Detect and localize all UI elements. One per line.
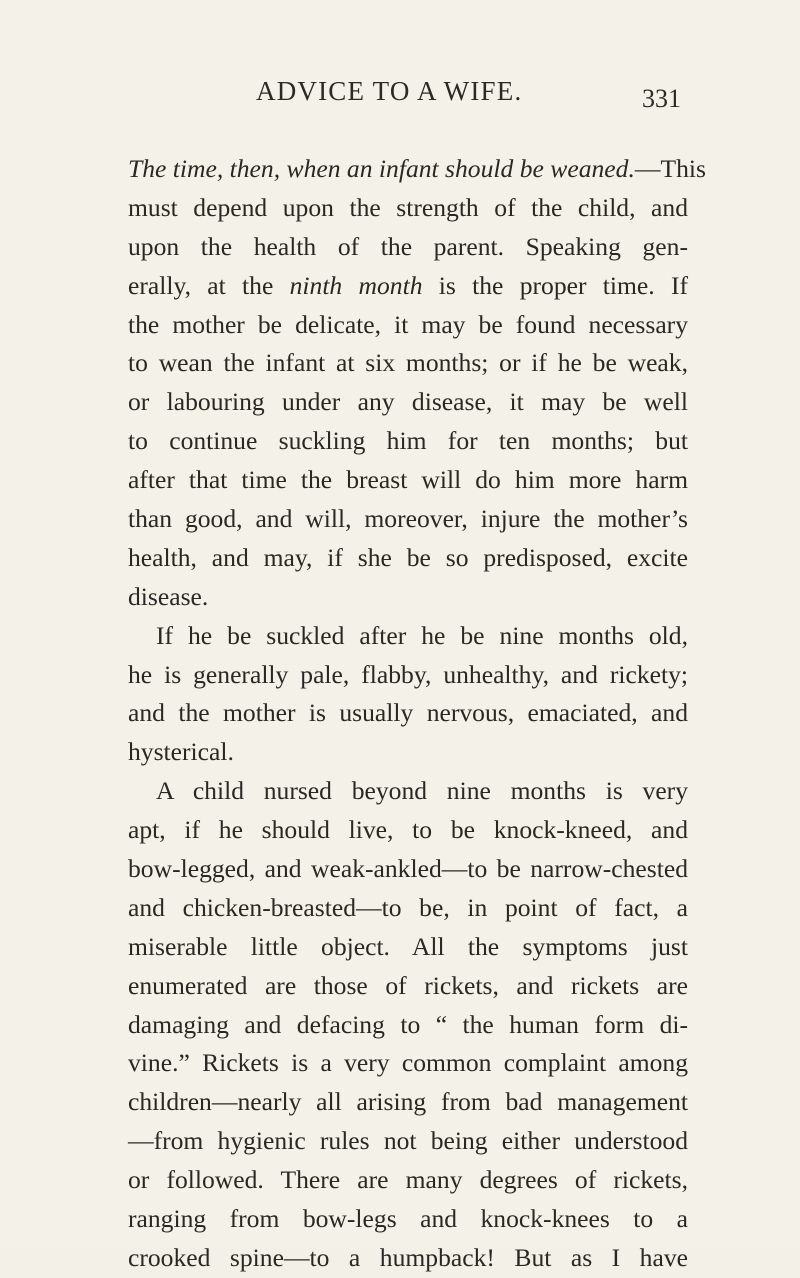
p3-line-9: children—nearly all arising from bad management: [128, 1087, 688, 1117]
p3-line-13: crooked spine—to a humpback! But as I have: [128, 1242, 688, 1272]
p1-line-11: health, and may, if she be so predisposed, excite: [128, 542, 688, 572]
page-number: 331: [642, 84, 681, 113]
p1-line-10: than good, and will, moreover, injure the mother’s: [128, 504, 688, 534]
page-header: [0, 62, 800, 113]
p1-line-2: must depend upon the strength of the child, and: [128, 192, 688, 222]
p3-line-2: apt, if he should live, to be knock-kneed, and: [128, 815, 688, 845]
p3-line-8: vine.” Rickets is a very common complaint among: [128, 1048, 688, 1078]
p3-line-3: bow-legged, and weak-ankled—to be narrow-chested: [128, 854, 688, 884]
p2-line-4: hysterical.: [128, 737, 234, 767]
p1-line-9: after that time the breast will do him more harm: [128, 465, 688, 495]
p3-line-1: A child nursed beyond nine months is very: [156, 776, 688, 806]
p3-line-12: ranging from bow-legs and knock-knees to a: [128, 1204, 688, 1234]
p3-line-11: or followed. There are many degrees of rickets,: [128, 1165, 688, 1195]
p1-line-8: to continue suckling him for ten months; but: [128, 426, 688, 456]
p1-line-1: [128, 150, 706, 189]
p2-line-1: If he be suckled after he be nine months old,: [156, 620, 688, 650]
p1-italic-ninth-month: ninth month: [289, 270, 423, 300]
p3-line-7: damaging and defacing to “ the human form di-: [128, 1009, 688, 1039]
p2-line-3: and the mother is usually nervous, emaciated, and: [128, 698, 688, 728]
p1-line-4-a: erally, at the: [128, 270, 290, 300]
p1-line-5: the mother be delicate, it may be found necessary: [128, 309, 688, 339]
p3-line-6: enumerated are those of rickets, and rickets are: [128, 970, 688, 1000]
p1-line-6: to wean the infant at six months; or if he be weak,: [128, 348, 688, 378]
p1-line-4-b: is the proper time. If: [422, 270, 689, 300]
p3-line-5: miserable little object. All the symptoms just: [128, 931, 688, 961]
p1-italic-heading: The time, then, when an infant should be weaned.: [128, 154, 635, 183]
p1-line-3: upon the health of the parent. Speaking gen-: [128, 231, 688, 261]
body-text: [128, 150, 706, 1278]
p3-line-4: and chicken-breasted—to be, in point of fact, a: [128, 892, 688, 922]
p1-line-12: disease.: [128, 581, 209, 611]
p3-line-10: —from hygienic rules not being either understood: [128, 1126, 688, 1156]
p1-heading-dash: —This: [634, 154, 706, 183]
p2-line-2: he is generally pale, flabby, unhealthy, and rickety;: [128, 659, 688, 689]
p1-line-4: [128, 267, 688, 306]
p1-line-7: or labouring under any disease, it may be well: [128, 387, 688, 417]
running-head: ADVICE TO A WIFE.: [256, 76, 523, 106]
